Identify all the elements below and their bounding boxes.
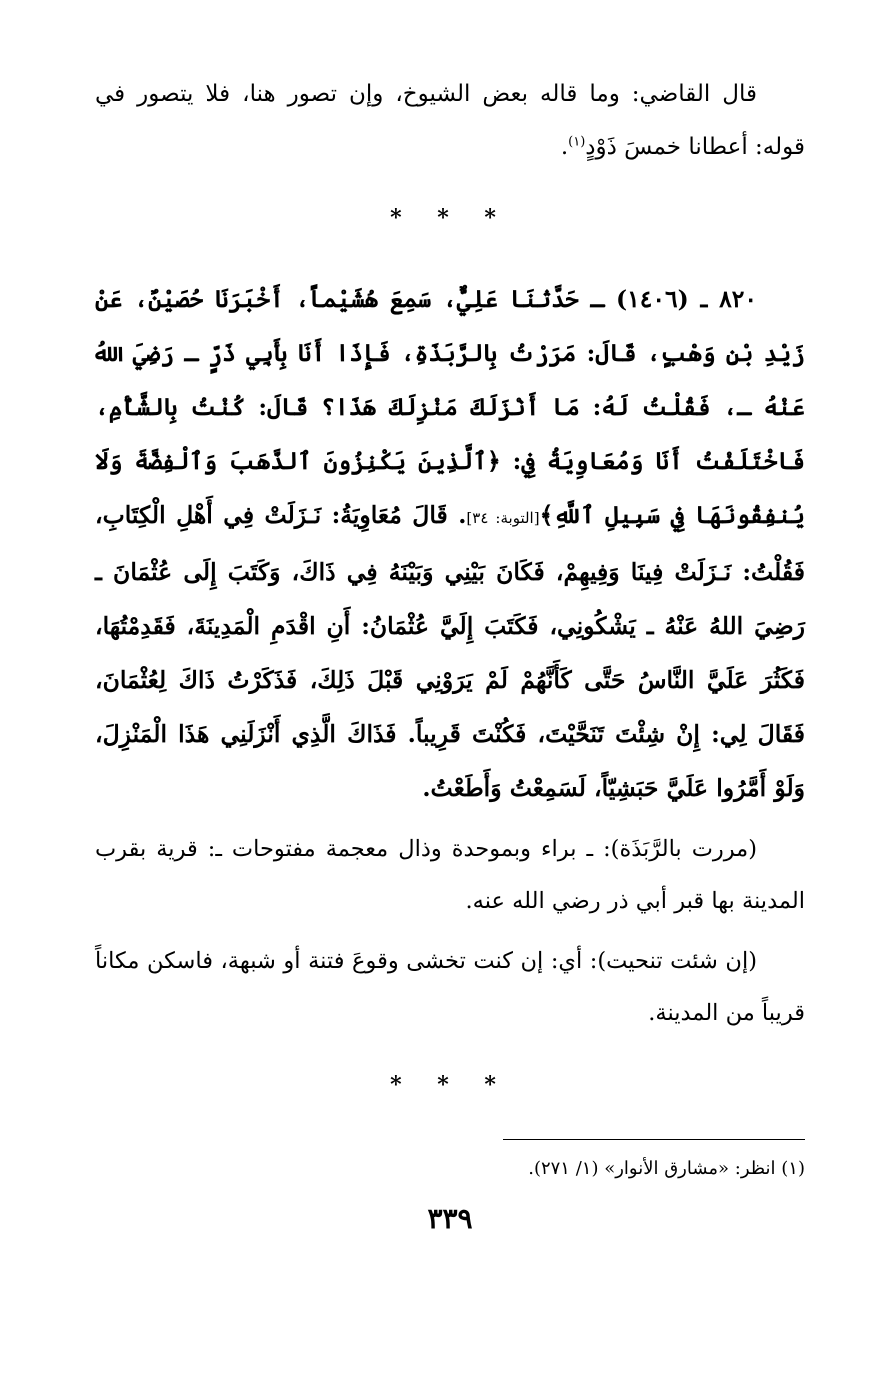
commentary-note-1: (مررت بالرَّبَذَة): ـ براء وبموحدة وذال معجمة مفتوحات ـ: قرية بقرب المدينة بها قبر أبي ذر رضي الله عنه. — [95, 836, 805, 914]
footnote-1: (١) انظر: «مشارق الأنوار» (١/ ٢٧١). — [528, 1158, 805, 1179]
book-page — [95, 68, 805, 1376]
intro-end: . — [560, 134, 569, 160]
separator-bottom: * * * — [390, 1072, 510, 1098]
intro-paragraph — [95, 68, 805, 174]
footnote-marker: (١) — [568, 134, 586, 150]
footnote-divider — [503, 1139, 805, 1140]
commentary-note-2: (إن شئت تنحيت): أي: إن كنت تخشى وقوعَ فتنة أو شبهة، فاسكن مكاناً قريباً من المدينة. — [95, 948, 805, 1026]
hadith-paragraph — [95, 272, 805, 815]
hadith-continuation: . قَالَ مُعَاوِيَةُ: نَـزَلَتْ فِي أَهْلِ الْكِتَابِ، فَقُلْتُ: نَـزَلَتْ فِينَا وَفِيهِمْ، فَكَانَ بَيْنِي وَبَيْنَهُ فِي ذَاكَ، وَكَتَبَ إِلَى عُثْمَانَ ـ رَضِيَ اللهُ عَنْهُ ـ يَشْكُونِي، فَكَتَبَ إِلَيَّ عُثْمَانُ: أَنِ اقْدَمِ الْمَدِينَةَ، فَقَدِمْتُهَا، فَكَثُرَ عَلَيَّ النَّاسُ حَتَّى كَأَنَّهُمْ لَمْ يَرَوْنِي قَبْلَ ذَلِكَ، فَذَكَرْتُ ذَاكَ لِعُثْمَانَ، فَقَالَ لِي: إِنْ شِئْتَ تَنَحَّيْتَ، فَكُنْتَ قَرِيباً. فَذَاكَ الَّذِي أَنْزَلَنِي هَذَا الْمَنْزِلَ، وَلَوْ أَمَّرُوا عَلَيَّ حَبَشِيّاً، لَسَمِعْتُ وَأَطَعْتُ. — [95, 501, 805, 802]
separator-top: * * * — [390, 205, 510, 231]
hadith-text: ٨٢٠ ـ (١٤٠٦) ـ حَدَّثنَا عَلِيٌّ، سَمِعَ هُشَيْماً، أَخْبَرَنَا حُصَيْنٌ، عَنْ زَيْدِ بْنِ وَهْبٍ، قَالَ: مَرَرْتُ بِالرَّبَذَةِ، فَإِذَا أَنَا بِأَبِي ذَرٍّ ـ رَضِيَ اللهُ عَنْهُ ـ، فَقُلْتُ لَهُ: مَا أَنْزَلَكَ مَنْزِلَكَ هَذَا؟ قَالَ: كُنْتُ بِالشَّأْمِ، فَاخْتَلَفْتُ أَنَا وَمُعَاوِيَةُ فِي: ﴿ٱلَّذِينَ يَكْنِزُونَ ٱلذَّهَبَ وَٱلْفِضَّةَ وَلَا يُنفِقُونَهَا فِي سَبِيلِ ٱللَّهِ﴾ — [95, 285, 806, 529]
quran-reference: [التوبة: ٣٤] — [466, 509, 540, 527]
intro-text: قال القاضي: وما قاله بعض الشيوخ، وإن تصور هنا، فلا يتصور في قوله: أعطانا خمسَ ذَوْدٍ — [95, 81, 805, 160]
page-number: ٣٣٩ — [427, 1202, 473, 1235]
